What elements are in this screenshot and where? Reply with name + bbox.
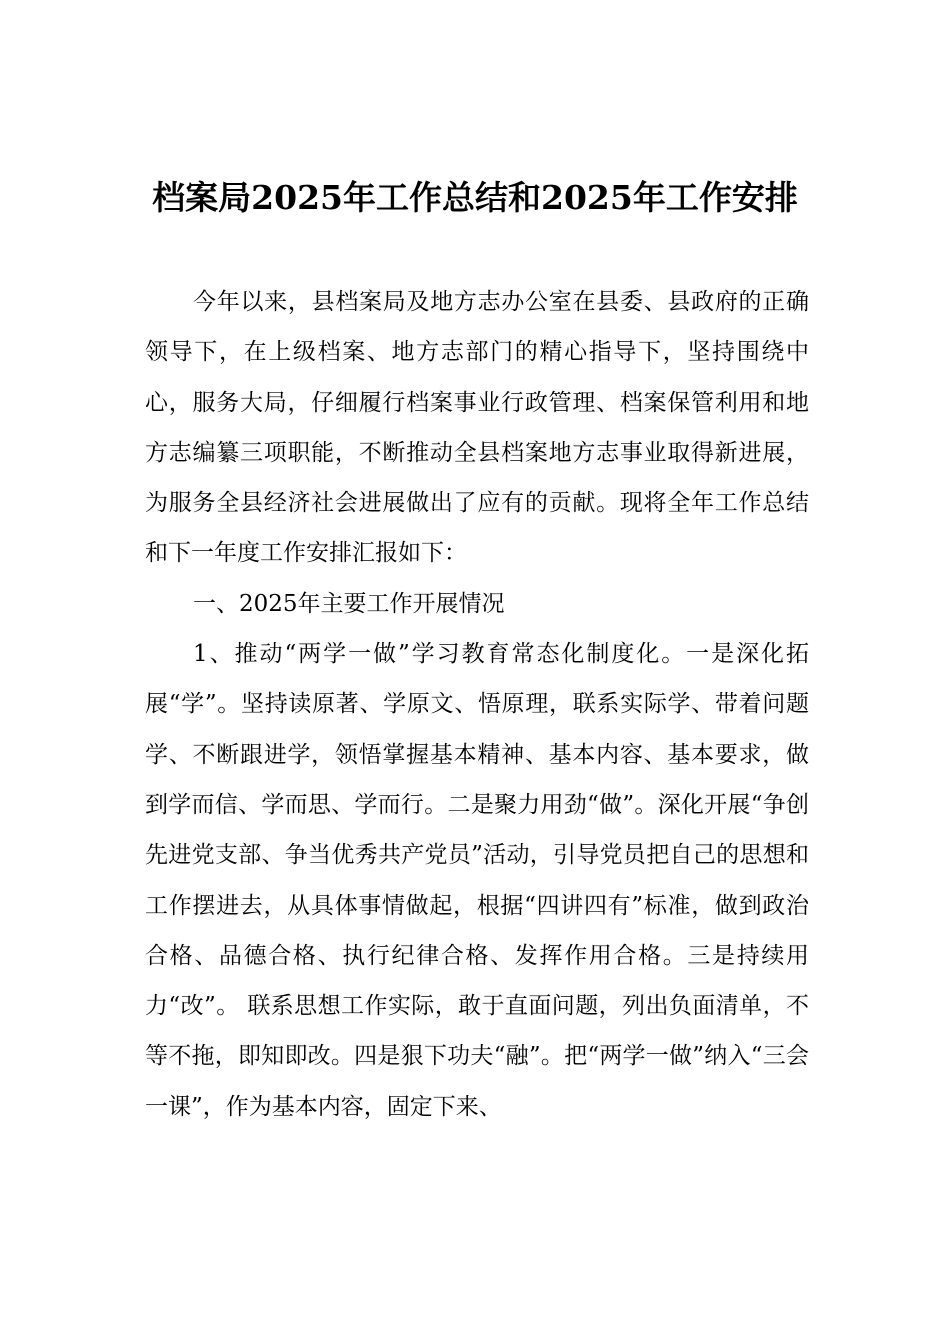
- paragraph-item-1: 1、推动“两学一做”学习教育常态化制度化。一是深化拓展“学”。坚持读原著、学原文、悟原理，联系实际学、带着问题学、不断跟进学，领悟掌握基本精神、基本内容、基本要求，做到学而信、学而思、学而行。二是聚力用劲“做”。深化开展“争创先进党支部、争当优秀共产党员”活动，引导党员把自己的思想和工作摆进去，从具体事情做起，根据“四讲四有”标准，做到政治合格、品德合格、执行纪律合格、发挥作用合格。三是持续用力“改”。 联系思想工作实际，敢于直面问题，列出负面清单，不等不拖，即知即改。四是狠下功夫“融”。把“两学一做”纳入“三会一课”，作为基本内容，固定下来、: [145, 641, 809, 1120]
- paragraph-intro: 今年以来，县档案局及地方志办公室在县委、县政府的正确领导下，在上级档案、地方志部门的精心指导下，坚持围绕中心，服务大局，仔细履行档案事业行政管理、档案保管利用和地方志编纂三项职能，不断推动全县档案地方志事业取得新进展，为服务全县经济社会进展做出了应有的贡献。现将全年工作总结和下一年度工作安排汇报如下：: [145, 289, 809, 567]
- document-body: [145, 277, 809, 1132]
- section-heading-1: 一、2025年主要工作开展情况: [193, 590, 505, 617]
- document-title: 档案局2025年工作总结和2025年工作安排: [152, 178, 798, 217]
